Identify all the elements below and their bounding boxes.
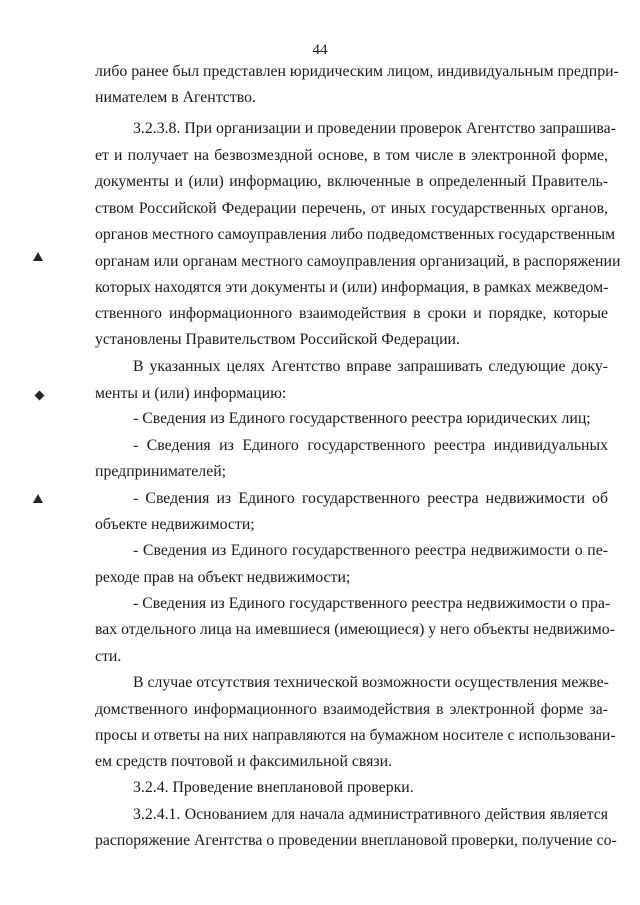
text-line: ем средств почтовой и факсимильной связи.: [95, 753, 393, 770]
arrow-up-mark-icon: [33, 252, 43, 261]
text-line: вах отдельного лица на имевшиеся (имеющиеся) у него объекты недвижимо-: [95, 621, 615, 638]
text-line: В случае отсутствия технической возможности осуществления межве-: [133, 674, 609, 691]
text-line: распоряжение Агентства о проведении внеплановой проверки, получение со-: [95, 832, 617, 849]
text-line: нимателем в Агентство.: [95, 89, 256, 106]
text-line: 3.2.4.1. Основанием для начала административного действия является: [133, 806, 608, 823]
text-line: которых находятся эти документы и (или) информация, в рамках межведом-: [95, 279, 609, 296]
text-line: - Сведения из Единого государственного реестра недвижимости о пе-: [133, 542, 608, 559]
text-line: просы и ответы на них направляются на бумажном носителе с использовани-: [95, 727, 616, 744]
text-line: объекте недвижимости;: [95, 516, 255, 533]
text-line: 3.2.3.8. При организации и проведении проверок Агентство запрашива-: [133, 120, 616, 137]
text-line: документы и (или) информацию, включенные в определенный Правитель-: [95, 173, 608, 190]
page-number: 44: [312, 42, 328, 58]
text-line: - Сведения из Единого государственного реестра недвижимости о пра-: [133, 595, 611, 612]
text-line: установлены Правительством Российской Федерации.: [95, 331, 460, 348]
text-line: - Сведения из Единого государственного реестра недвижимости об: [133, 490, 608, 507]
text-line: менты и (или) информацию:: [95, 385, 287, 402]
text-line: предпринимателей;: [95, 463, 227, 480]
text-line: либо ранее был представлен юридическим лицом, индивидуальным предпри-: [95, 63, 619, 80]
text-line: сти.: [95, 648, 122, 665]
diamond-mark-icon: [35, 391, 45, 401]
text-line: - Сведения из Единого государственного реестра юридических лиц;: [133, 410, 591, 427]
text-line: реходе прав на объект недвижимости;: [95, 569, 351, 586]
text-line: ет и получает на безвозмездной основе, в том числе в электронной форме,: [95, 147, 608, 164]
text-line: - Сведения из Единого государственного реестра индивидуальных: [133, 437, 608, 454]
text-line: домственного информационного взаимодействия в электронной форме за-: [95, 701, 608, 718]
text-line: ством Российской Федерации перечень, от иных государственных органов,: [95, 200, 608, 217]
arrow-up-mark-icon: [33, 494, 43, 503]
text-line: В указанных целях Агентство вправе запрашивать следующие доку-: [133, 358, 608, 375]
text-line: ственного информационного взаимодействия в сроки и порядке, которые: [95, 305, 608, 322]
text-line: органов местного самоуправления либо подведомственных государственным: [95, 226, 616, 243]
text-line: органам или органам местного самоуправления организаций, в распоряжении: [95, 253, 621, 270]
text-line: 3.2.4. Проведение внеплановой проверки.: [133, 779, 414, 796]
